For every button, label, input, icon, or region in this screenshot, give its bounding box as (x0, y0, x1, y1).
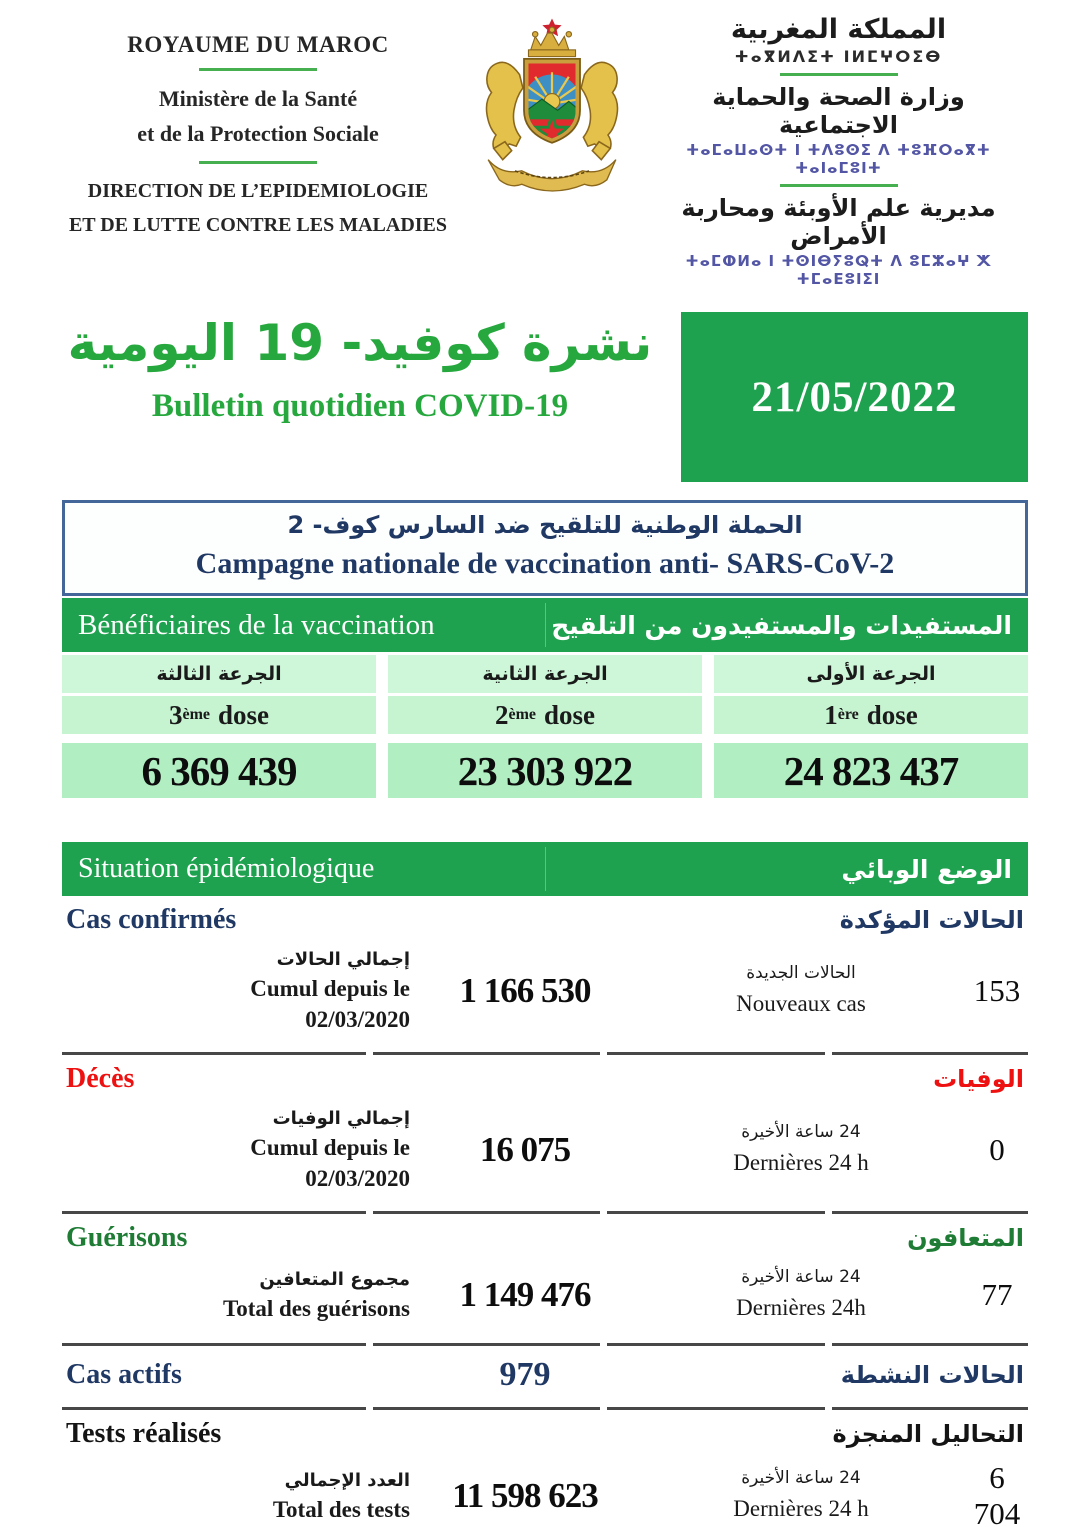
recoveries-last24-label (636, 1264, 966, 1326)
deaths-last24-label-ar: 24 ساعة الأخيرة (741, 1121, 861, 1142)
green-divider (780, 184, 898, 187)
confirmed-new-label-fr: Nouveaux cas (736, 990, 866, 1016)
ministry-block-fr (62, 14, 454, 242)
section-divider (62, 1407, 1028, 1410)
section-deaths (62, 1063, 1028, 1214)
active-heading-ar: الحالات النشطة (840, 1360, 1024, 1389)
dose2-label-ar: الجرعة الثانية (388, 655, 702, 693)
dose2-word: dose (544, 699, 596, 730)
dose1-label-fr (714, 696, 1028, 734)
deaths-heading (62, 1063, 1028, 1095)
title-band (62, 310, 1028, 482)
green-divider (199, 161, 317, 164)
confirmed-total-start-date: 02/03/2020 (305, 1007, 410, 1033)
kingdom-name-tifinagh: ⵜⴰⴳⵍⴷⵉⵜ ⵏⵍⵎⵖⵔⵉⴱ (734, 47, 943, 66)
tests-total-label-ar: العدد الإجمالي (284, 1469, 410, 1491)
situation-bar (62, 842, 1028, 896)
dose1-ordinal: ère (837, 706, 859, 723)
recoveries-last24-value: 77 (981, 1277, 1013, 1313)
recoveries-heading-ar: المتعافون (907, 1224, 1024, 1253)
deaths-heading-fr: Décès (66, 1063, 135, 1095)
deaths-total-value: 16 075 (479, 1129, 571, 1169)
confirmed-total-label-ar: إجمالي الحالات (276, 949, 410, 970)
beneficiaries-label-fr: Bénéficiaires de la vaccination (78, 608, 435, 641)
recoveries-last24-label-fr: Dernières 24h (736, 1295, 866, 1321)
deaths-total-label (62, 1105, 414, 1194)
ministry-name-ar: وزارة الصحة والحماية الاجتماعية (712, 83, 965, 139)
confirmed-new-value: 153 (973, 972, 1021, 1008)
direction-name-tifinagh: ⵜⴰⵎⵀⵍⴰ ⵏ ⵜⵙⵏⴱⵢⵓⵕⵜ ⴷ ⵓⵎⵣⴰⵖ ⵅ ⵜⵎⴰⴹⵓⵏⵉⵏ (685, 252, 992, 288)
dose-header-table (62, 655, 1028, 734)
recoveries-heading (62, 1222, 1028, 1254)
dose2-label-fr (388, 696, 702, 734)
section-divider (62, 1211, 1028, 1214)
deaths-last24-label-fr: Dernières 24 h (733, 1149, 869, 1175)
beneficiaries-label-ar: المستفيدات والمستفيدون من التلقيح (551, 610, 1012, 640)
section-divider (62, 1343, 1028, 1346)
bulletin-title-ar: نشرة كوفيد- 19 اليومية (67, 314, 653, 372)
tests-total-label (62, 1467, 414, 1525)
ministry-name-tifinagh: ⵜⴰⵎⴰⵡⴰⵙⵜ ⵏ ⵜⴷⵓⵙⵉ ⴷ ⵜⵓⴼⵔⴰⴳⵜ ⵜⴰⵏⴰⵎⵓⵏⵜ (686, 141, 991, 177)
deaths-heading-ar: الوفيات (933, 1065, 1024, 1094)
recoveries-heading-fr: Guérisons (66, 1222, 188, 1254)
confirmed-heading-fr: Cas confirmés (66, 904, 237, 935)
situation-label-ar: الوضع الوبائي (841, 854, 1012, 884)
ministry-name-line2: et de la Protection Sociale (137, 121, 379, 147)
green-divider (199, 68, 317, 71)
active-heading-fr: Cas actifs (66, 1358, 182, 1390)
dose2-ordinal: ème (508, 706, 536, 723)
header (62, 14, 1028, 288)
dose3-word: dose (218, 699, 270, 730)
direction-name-line1: DIRECTION DE L’EPIDEMIOLOGIE (87, 180, 429, 203)
ministry-block-ar (649, 14, 1028, 288)
recoveries-total-value: 1 149 476 (459, 1275, 591, 1315)
deaths-total-label-fr: Cumul depuis le (250, 1135, 410, 1161)
direction-name-ar: مديرية علم الأوبئة ومحاربة الأمراض (681, 194, 996, 250)
deaths-total-label-ar: إجمالي الوفيات (272, 1108, 410, 1130)
tests-last24-label-fr: Dernières 24 h (733, 1496, 869, 1522)
dose1-value: 24 823 437 (714, 743, 1028, 798)
ministry-name-line1: Ministère de la Santé (158, 86, 358, 111)
recoveries-total-label-fr: Total des guérisons (222, 1296, 410, 1321)
deaths-total-start-date: 02/03/2020 (305, 1166, 410, 1192)
recoveries-total-label-ar: مجموع المتعافين (259, 1269, 410, 1290)
tests-last24-value: 6 704 (973, 1459, 1021, 1527)
dose1-label-ar: الجرعة الأولى (714, 655, 1028, 693)
tests-heading-fr: Tests réalisés (66, 1417, 222, 1449)
confirmed-new-label-ar: الحالات الجديدة (746, 962, 856, 983)
section-tests (62, 1418, 1028, 1527)
report-date: 21/05/2022 (751, 373, 958, 421)
recoveries-last24-label-ar: 24 ساعة الأخيرة (741, 1267, 861, 1288)
campaign-title-fr: Campagne nationale de vaccination anti- SARS-CoV-2 (195, 547, 895, 580)
deaths-row (62, 1097, 1028, 1204)
green-divider (780, 73, 898, 76)
recoveries-row (62, 1256, 1028, 1336)
dose1-number: 1 (824, 699, 838, 730)
active-cases-value: 979 (499, 1355, 551, 1393)
deaths-last24-label (636, 1119, 966, 1181)
campaign-title-ar: الحملة الوطنية للتلقيح ضد السارس كوف- 2 (287, 511, 803, 539)
dose3-ordinal: ème (182, 706, 210, 723)
section-active-cases (62, 1356, 1028, 1410)
dose-values-row (62, 743, 1028, 798)
dose3-label-fr (62, 696, 376, 734)
tests-total-label-fr: Total des tests (272, 1496, 410, 1522)
tests-row (62, 1452, 1028, 1527)
tests-total-value: 11 598 623 (452, 1475, 598, 1515)
dose1-word: dose (866, 699, 918, 730)
tests-heading (62, 1418, 1028, 1450)
campaign-box (62, 500, 1028, 596)
tests-last24-label (636, 1465, 966, 1527)
direction-name-line2: ET DE LUTTE CONTRE LES MALADIES (68, 214, 448, 237)
recoveries-total-label (62, 1266, 414, 1324)
deaths-last24-value: 0 (989, 1131, 1005, 1167)
kingdom-name-ar: المملكة المغربية (730, 14, 947, 45)
kingdom-name-fr: ROYAUME DU MAROC (127, 32, 389, 57)
morocco-coat-of-arms-icon (454, 14, 649, 198)
confirmed-heading (62, 904, 1028, 936)
situation-label-fr: Situation épidémiologique (78, 853, 375, 884)
dose2-number: 2 (494, 699, 509, 730)
section-recoveries (62, 1222, 1028, 1346)
confirmed-total-label-fr: Cumul depuis le (250, 976, 410, 1001)
tests-heading-ar: التحاليل المنجزة (832, 1419, 1024, 1448)
confirmed-heading-ar: الحالات المؤكدة (839, 906, 1024, 934)
dose3-value: 6 369 439 (62, 743, 376, 798)
section-confirmed-cases (62, 904, 1028, 1055)
confirmed-total-value: 1 166 530 (459, 970, 591, 1010)
confirmed-row (62, 938, 1028, 1045)
tests-last24-label-ar: 24 ساعة الأخيرة (741, 1468, 861, 1489)
report-date-box (681, 312, 1028, 482)
dose3-number: 3 (168, 699, 183, 730)
beneficiaries-bar (62, 598, 1028, 652)
bulletin-title-fr: Bulletin quotidien COVID-19 (151, 387, 569, 424)
confirmed-new-label (636, 960, 966, 1022)
dose3-label-ar: الجرعة الثالثة (62, 655, 376, 693)
bulletin-title (62, 310, 658, 482)
active-cases-row (62, 1356, 1028, 1400)
confirmed-total-label (62, 946, 414, 1035)
dose2-value: 23 303 922 (388, 743, 702, 798)
section-divider (62, 1052, 1028, 1055)
